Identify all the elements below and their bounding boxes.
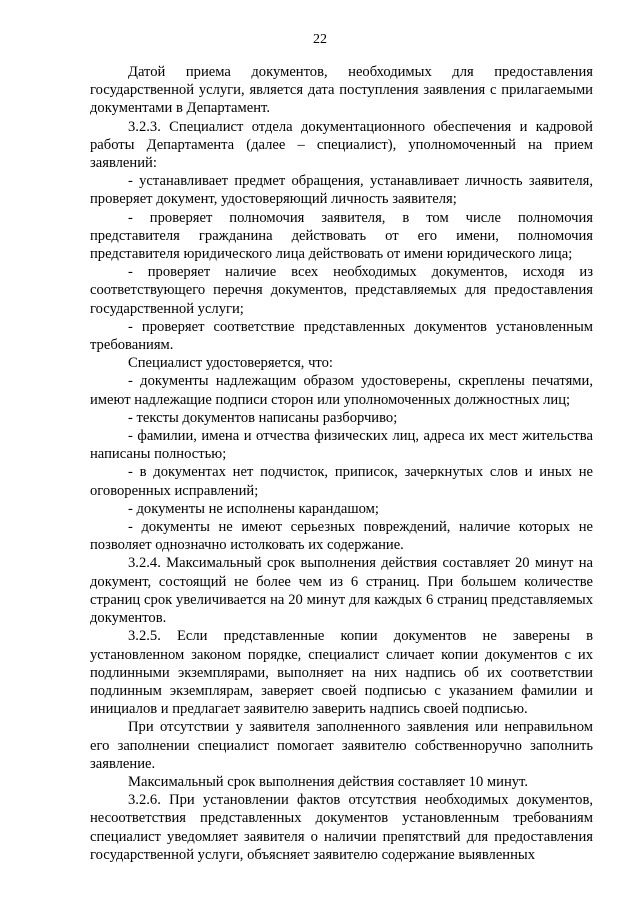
list-item-legible-texts: - тексты документов написаны разборчиво;: [128, 409, 398, 426]
list-item-check-compliance: - проверяет соответствие представленных документов установленным требованиям.: [90, 318, 593, 354]
list-item-not-pencil: - документы не исполнены карандашом;: [128, 500, 379, 517]
paragraph-missing-application: При отсутствии у заявителя заполненного заявления или неправильном его заполнении специалист помогает заявителю собственноручно заполнить заявление.: [90, 719, 593, 772]
paragraph-specialist-verifies: Специалист удостоверяется, что:: [128, 355, 333, 372]
list-item-certified-documents: - документы надлежащим образом удостоверены, скреплены печатями, имеют надлежащие подписи сторон или уполномоченных должностных лиц;: [90, 373, 593, 408]
paragraph-date-of-receipt: Датой приема документов, необходимых для предоставления государственной услуги, является дата поступления заявления с прилагаемыми документами в Департамент.: [90, 64, 593, 117]
list-item-establish-identity: - устанавливает предмет обращения, устанавливает личность заявителя, проверяет документ, удостоверяющий личность заявителя;: [90, 173, 593, 208]
list-item-no-erasures: - в документах нет подчисток, приписок, зачеркнутых слов и иных не оговоренных исправлений;: [90, 464, 593, 499]
list-item-full-names: - фамилии, имена и отчества физических лиц, адреса их мест жительства написаны полностью;: [90, 428, 593, 463]
list-item-check-authority: - проверяет полномочия заявителя, в том числе полномочия представителя гражданина действовать от его имени, полномочия представителя юридического лица действовать от имени юридического лица;: [90, 209, 593, 263]
document-body: [90, 63, 593, 864]
paragraph-3-2-4: 3.2.4. Максимальный срок выполнения действия составляет 20 минут на документ, состоящий не более чем из 6 страниц. При большем количестве страниц срок увеличивается на 20 минут для каждых 6 страниц представляемых документов.: [90, 555, 593, 627]
page-number: 22: [313, 32, 327, 47]
paragraph-max-time-10-min: Максимальный срок выполнения действия составляет 10 минут.: [128, 773, 528, 790]
list-item-no-damage: - документы не имеют серьезных повреждений, наличие которых не позволяет однозначно истолковать их содержание.: [90, 519, 593, 554]
paragraph-3-2-6: 3.2.6. При установлении фактов отсутствия необходимых документов, несоответствия представленных документов установленным требованиям специалист уведомляет заявителя о наличии препятствий для предоставления государственной услуги, объясняет заявителю содержание выявленных: [90, 792, 593, 863]
paragraph-3-2-5: 3.2.5. Если представленные копии документов не заверены в установленном законом порядке, специалист сличает копии документов с их подлинными экземплярами, выполняет на них надпись об их соответствии подлинным экземплярам, заверяет своей подписью с указанием фамилии и инициалов и предлагает заявителю заверить надпись своей подписью.: [90, 628, 593, 718]
paragraph-3-2-3: 3.2.3. Специалист отдела документационного обеспечения и кадровой работы Департамента (далее – специалист), уполномоченный на прием заявлений:: [90, 118, 593, 172]
list-item-check-documents: - проверяет наличие всех необходимых документов, исходя из соответствующего перечня документов, представляемых для предоставления государственной услуги;: [90, 264, 593, 317]
